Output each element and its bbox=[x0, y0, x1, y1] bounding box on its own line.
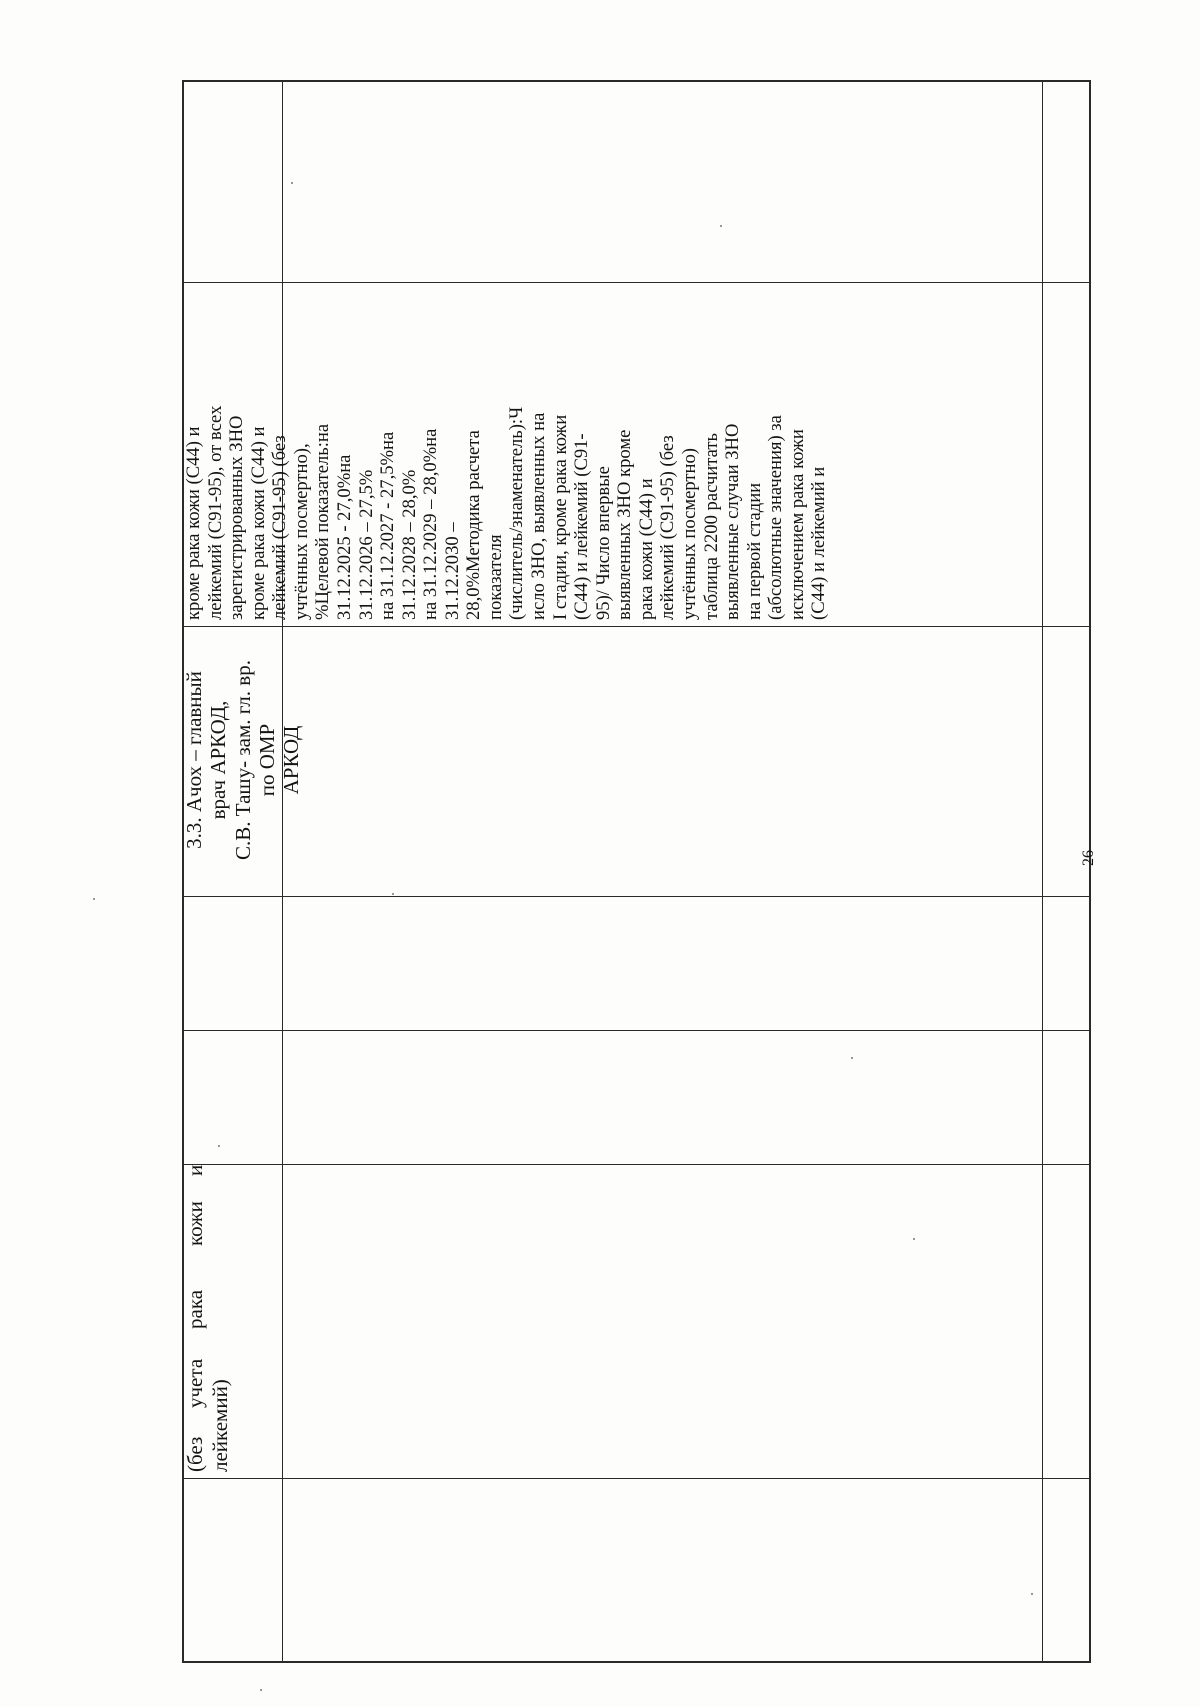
scan-speck bbox=[93, 898, 95, 900]
fragment-word: (без bbox=[183, 1436, 207, 1472]
indicator-line: исло ЗНО, выявленных на bbox=[528, 412, 549, 620]
indicator-line: выявленные случаи ЗНО bbox=[722, 423, 744, 620]
scan-speck bbox=[720, 225, 722, 227]
indicator-line: лейкемий (С91-95), от всех bbox=[204, 405, 226, 620]
scan-speck bbox=[260, 1689, 262, 1691]
indicator-line: выявленных ЗНО кроме bbox=[614, 429, 636, 620]
scan-speck bbox=[1031, 1593, 1033, 1595]
fragment-word: лейкемий) bbox=[208, 1379, 232, 1472]
indicator-line: на первой стадии bbox=[743, 482, 765, 620]
indicator-line: (С44) и лейкемий (С91- bbox=[571, 433, 593, 620]
scan-speck bbox=[218, 1145, 220, 1147]
indicator-line: зарегистрированных ЗНО bbox=[226, 415, 248, 620]
indicator-line: кроме рака кожи (С44) и bbox=[183, 426, 204, 620]
indicator-line: лейкемий (С91-95) (без bbox=[269, 435, 291, 620]
table-row-divider bbox=[182, 282, 1091, 283]
scan-speck bbox=[851, 1057, 853, 1059]
indicator-line: I стадии, кроме рака кожи bbox=[549, 414, 571, 620]
indicator-line: 95)/ Число впервые bbox=[592, 466, 614, 620]
indicator-line: исключением рака кожи bbox=[786, 429, 808, 620]
indicator-line: на 31.12.2029 – 28,0%на bbox=[420, 428, 442, 620]
table-row-divider bbox=[182, 896, 1091, 897]
scan-speck bbox=[291, 182, 293, 184]
indicator-line: лейкемий (С91-95) (без bbox=[657, 435, 679, 620]
indicator-cell-text bbox=[183, 286, 830, 620]
table-row-divider bbox=[182, 626, 1091, 627]
indicator-line: 31.12.2028 – 28,0% bbox=[398, 469, 420, 620]
indicator-line: 31.12.2030 – bbox=[441, 522, 463, 620]
indicator-line: (числитель/знаменатель):Ч bbox=[506, 406, 528, 620]
indicator-line: на 31.12.2027 - 27,5%на bbox=[377, 431, 399, 620]
table-column-divider bbox=[1042, 80, 1043, 1663]
fragment-cell-text bbox=[181, 1166, 241, 1472]
fragment-word: учета bbox=[183, 1358, 207, 1408]
indicator-line: 28,0%Методика расчета bbox=[463, 430, 485, 620]
indicator-line: учтённых посмертно), bbox=[290, 443, 312, 620]
scan-speck bbox=[913, 1238, 915, 1240]
page-number: 26 bbox=[1080, 850, 1097, 866]
indicator-line: %Целевой показатель:на bbox=[312, 423, 334, 620]
indicator-line: 31.12.2025 - 27,0%на bbox=[333, 454, 355, 620]
fragment-word: и bbox=[183, 1164, 207, 1176]
table-row-divider bbox=[182, 1478, 1091, 1479]
responsible-cell-text bbox=[182, 630, 304, 890]
indicator-line: рака кожи (С44) и bbox=[635, 478, 657, 620]
responsible-line: врач АРКОД, bbox=[206, 700, 231, 820]
responsible-line: по ОМР bbox=[255, 723, 280, 797]
responsible-line: 3.3. Ачох – главный bbox=[182, 671, 206, 849]
table-row-divider bbox=[182, 1030, 1091, 1031]
table-row-divider bbox=[182, 1164, 1091, 1165]
fragment-word: кожи bbox=[183, 1201, 207, 1246]
indicator-line: кроме рака кожи (С44) и bbox=[247, 426, 269, 620]
indicator-line: (С44) и лейкемий и bbox=[808, 466, 830, 620]
responsible-line: С.В. Ташу- зам. гл. вр. bbox=[230, 660, 255, 860]
indicator-line: 31.12.2026 – 27,5% bbox=[355, 469, 377, 620]
indicator-line: таблица 2200 расчитать bbox=[700, 433, 722, 620]
responsible-line: АРКОД bbox=[279, 725, 304, 795]
indicator-line: показателя bbox=[484, 534, 506, 620]
fragment-word: рака bbox=[183, 1289, 207, 1329]
indicator-line: учтённых посмертно) bbox=[678, 448, 700, 620]
scan-speck bbox=[392, 893, 394, 895]
indicator-line: (абсолютные значения) за bbox=[765, 415, 787, 620]
